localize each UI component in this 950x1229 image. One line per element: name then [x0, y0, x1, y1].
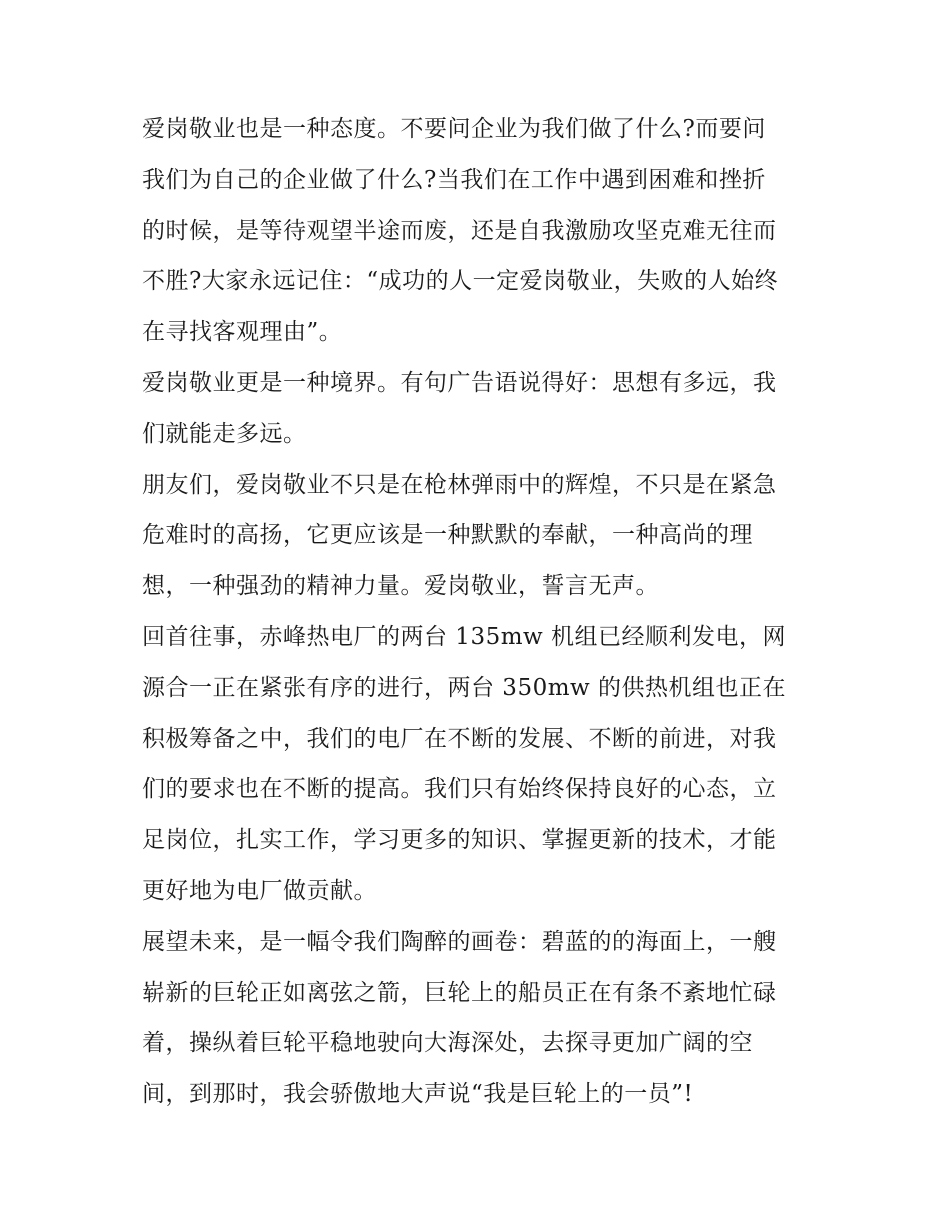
text-line: 爱岗敬业更是一种境界。有句广告语说得好：思想有多远，我: [142, 369, 777, 396]
text-line: 们的要求也在不断的提高。我们只有始终保持良好的心态，立: [142, 776, 777, 803]
text-line: 源合一正在紧张有序的进行，两台 350mw 的供热机组也正在: [142, 674, 787, 701]
paragraph-realm: [142, 358, 818, 460]
paragraph-future: [142, 917, 818, 1120]
text-line: 着，操纵着巨轮平稳地驶向大海深处，去探寻更加广阔的空: [142, 1030, 753, 1057]
text-line: 积极筹备之中，我们的电厂在不断的发展、不断的前进，对我: [142, 725, 777, 752]
text-line: 足岗位，扎实工作，学习更多的知识、掌握更新的技术，才能: [142, 827, 777, 854]
text-line: 的时候，是等待观望半途而废，还是自我激励攻坚克难无往而: [142, 217, 777, 244]
text-line: 不胜?大家永远记住：“成功的人一定爱岗敬业，失败的人始终: [142, 268, 779, 295]
text-line: 们就能走多远。: [142, 420, 307, 447]
text-line: 想，一种强劲的精神力量。爱岗敬业，誓言无声。: [142, 573, 659, 600]
text-line: 在寻找客观理由”。: [142, 319, 343, 346]
text-line: 朋友们，爱岗敬业不只是在枪林弹雨中的辉煌，不只是在紧急: [142, 471, 777, 498]
paragraph-retrospect: [142, 612, 818, 917]
text-line: 间，到那时，我会骄傲地大声说“我是巨轮上的一员”!: [142, 1081, 694, 1108]
text-line: 回首往事，赤峰热电厂的两台 135mw 机组已经顺利发电，网: [142, 623, 787, 650]
paragraph-attitude: [142, 104, 818, 358]
text-line: 更好地为电厂做贡献。: [142, 877, 377, 904]
text-line: 展望未来，是一幅令我们陶醉的画卷：碧蓝的的海面上，一艘: [142, 928, 777, 955]
document-body: [142, 104, 818, 1120]
text-line: 我们为自己的企业做了什么?当我们在工作中遇到困难和挫折: [142, 166, 766, 193]
text-line: 危难时的高扬，它更应该是一种默默的奉献，一种高尚的理: [142, 522, 753, 549]
text-line: 崭新的巨轮正如离弦之箭，巨轮上的船员正在有条不紊地忙碌: [142, 979, 777, 1006]
paragraph-friends: [142, 460, 818, 612]
text-line: 爱岗敬业也是一种态度。不要问企业为我们做了什么?而要问: [142, 116, 766, 142]
